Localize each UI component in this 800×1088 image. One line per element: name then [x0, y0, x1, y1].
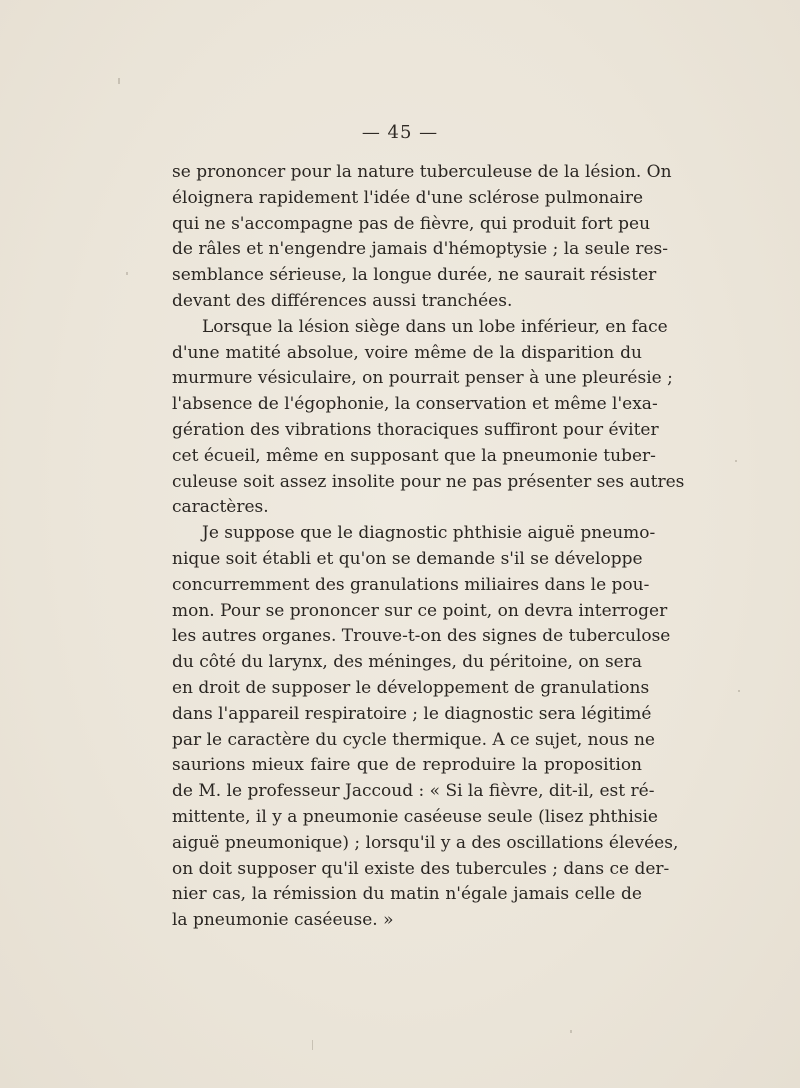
text-line: qui ne s'accompagne pas de fièvre, qui produit fort peu: [172, 213, 651, 234]
text-line: mon. Pour se prononcer sur ce point, on devra interroger: [172, 600, 668, 621]
text-line: caractères.: [172, 497, 269, 518]
text-line: devant des différences aussi tranchées.: [172, 290, 513, 311]
text-line: l'absence de l'égophonie, la conservation et même l'exa-: [172, 394, 658, 415]
text-line: concurremment des granulations miliaires dans le pou-: [172, 574, 650, 595]
text-line: gération des vibrations thoraciques suffiront pour éviter: [172, 419, 659, 440]
paper-speck: [570, 1030, 572, 1033]
text-line: dans l'appareil respiratoire ; le diagnostic sera légitimé: [172, 703, 652, 724]
text-line: saurions mieux faire que de reproduire la proposition: [172, 755, 642, 776]
paper-speck: [312, 1040, 313, 1050]
text-line: aiguë pneumonique) ; lorsqu'il y a des oscillations élevées,: [172, 832, 679, 853]
paper-speck: [738, 690, 740, 692]
text-line: éloignera rapidement l'idée d'une sclérose pulmonaire: [172, 187, 644, 208]
text-line: du côté du larynx, des méninges, du péritoine, on sera: [172, 652, 642, 673]
text-line: on doit supposer qu'il existe des tubercules ; dans ce der-: [172, 858, 670, 879]
text-line: semblance sérieuse, la longue durée, ne saurait résister: [172, 265, 657, 286]
text-line: murmure vésiculaire, on pourrait penser à une pleurésie ;: [172, 368, 673, 389]
text-line: de râles et n'engendre jamais d'hémoptysie ; la seule res-: [172, 239, 669, 260]
text-line: d'une matité absolue, voire même de la disparition du: [172, 342, 642, 363]
text-line: nier cas, la rémission du matin n'égale jamais celle de: [172, 884, 642, 905]
text-line: cet écueil, même en supposant que la pneumonie tuber-: [172, 445, 656, 466]
text-line: culeuse soit assez insolite pour ne pas présenter ses autres: [172, 471, 685, 492]
text-line: se prononcer pour la nature tuberculeuse de la lésion. On: [172, 162, 672, 182]
text-line: de M. le professeur Jaccoud : « Si la fièvre, dit-il, est ré-: [172, 781, 655, 802]
text-line: Je suppose que le diagnostic phthisie aiguë pneumo-: [202, 523, 656, 544]
paper-speck: [126, 272, 128, 275]
paper-speck: [735, 460, 737, 462]
text-line: par le caractère du cycle thermique. A ce sujet, nous ne: [172, 729, 655, 750]
text-line: en droit de supposer le développement de granulations: [172, 677, 650, 698]
text-line: mittente, il y a pneumonie caséeuse seule (lisez phthisie: [172, 806, 658, 827]
text-line: les autres organes. Trouve-t-on des signes de tuberculose: [172, 626, 671, 647]
text-line: la pneumonie caséeuse. »: [172, 910, 394, 931]
text-line: nique soit établi et qu'on se demande s'il se développe: [172, 548, 643, 569]
paper-speck: [118, 78, 120, 84]
body-text: [172, 160, 685, 934]
text-line: Lorsque la lésion siège dans un lobe inférieur, en face: [202, 316, 668, 337]
page-number: — 45 —: [361, 122, 439, 143]
